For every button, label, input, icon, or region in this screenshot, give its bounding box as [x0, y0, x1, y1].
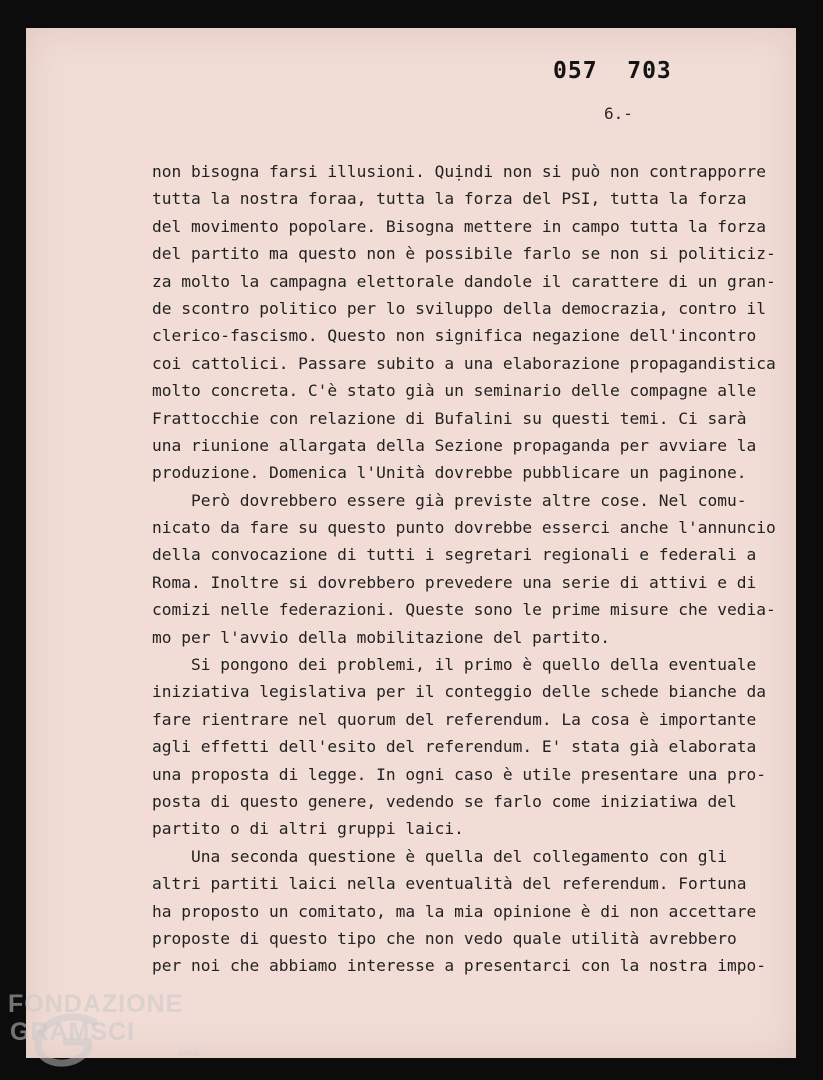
text-line: fare rientrare nel quorum del referendum. La cosa è importante [152, 709, 757, 729]
text-line: posta di questo genere, vedendo se farlo come iniziatiwa del [152, 791, 737, 811]
text-line: partito o di altri gruppi laici. [152, 819, 464, 839]
text-line: proposte di questo tipo che non vedo quale utilità avrebbero [152, 928, 737, 948]
text-line: de scontro politico per lo sviluppo della democrazia, contro il [152, 298, 766, 318]
text-line: produzione. Domenica l'Unità dovrebbe pubblicare un paginone. [152, 463, 747, 483]
text-line: della convocazione di tutti i segretari regionali e federali a [152, 545, 757, 565]
text-line: molto concreta. C'è stato già un seminario delle compagne alle [152, 381, 757, 401]
text-line: una riunione allargata della Sezione propaganda per avviare la [152, 435, 757, 455]
text-line: za molto la campagna elettorale dandole il carattere di un gran- [152, 271, 776, 291]
text-line: nicato da fare su questo punto dovrebbe esserci anche l'annuncio [152, 518, 776, 538]
text-line: non bisogna farsi illusioni. Quịndi non si può non contrapporre [152, 162, 766, 181]
document-body [152, 158, 776, 980]
text-line: Però dovrebbero essere già previste altre cose. Nel comu- [152, 490, 747, 510]
text-line: Roma. Inoltre si dovrebbero prevedere una serie di attivi e di [152, 572, 757, 592]
text-line: altri partiti laici nella eventualità del referendum. Fortuna [152, 874, 747, 894]
text-line: Si pongono dei problemi, il primo è quello della eventuale [152, 655, 757, 675]
text-line: agli effetti dell'esito del referendum. E' stata già elaborata [152, 737, 757, 757]
text-line: ha proposto un comitato, ma la mia opinione è di non accettare [152, 901, 757, 921]
text-line: comizi nelle federazioni. Queste sono le prime misure che vedia- [152, 600, 776, 620]
watermark-sub: onlus [178, 1048, 200, 1058]
text-line: tutta la nostra foraa, tutta la forza del PSI, tutta la forza [152, 189, 747, 209]
text-line: Frattocchie con relazione di Bufalini su questi temi. Ci sarà [152, 408, 747, 428]
watermark-line1: FONDAZIONE [8, 990, 184, 1018]
watermark-line2: GRAMSCI [10, 1018, 136, 1046]
text-line: iniziativa legislativa per il conteggio delle schede bianche da [152, 682, 766, 702]
text-line: Una seconda questione è quella del collegamento con gli [152, 846, 727, 866]
text-line: coi cattolici. Passare subito a una elaborazione propagandistica [152, 353, 776, 373]
text-line: per noi che abbiamo interesse a presentarci con la nostra impo- [152, 956, 766, 976]
archive-stamp-number: 057 703 [553, 58, 672, 84]
text-line: una proposta di legge. In ogni caso è utile presentare una pro- [152, 764, 766, 784]
text-line: clerico-fascismo. Questo non significa negazione dell'incontro [152, 326, 757, 346]
text-line: mo per l'avvio della mobilitazione del partito. [152, 627, 611, 647]
text-line: del movimento popolare. Bisogna mettere in campo tutta la forza [152, 216, 766, 236]
page-number: 6.- [604, 104, 633, 123]
text-line: del partito ma questo non è possibile farlo se non si politiciz- [152, 244, 776, 264]
